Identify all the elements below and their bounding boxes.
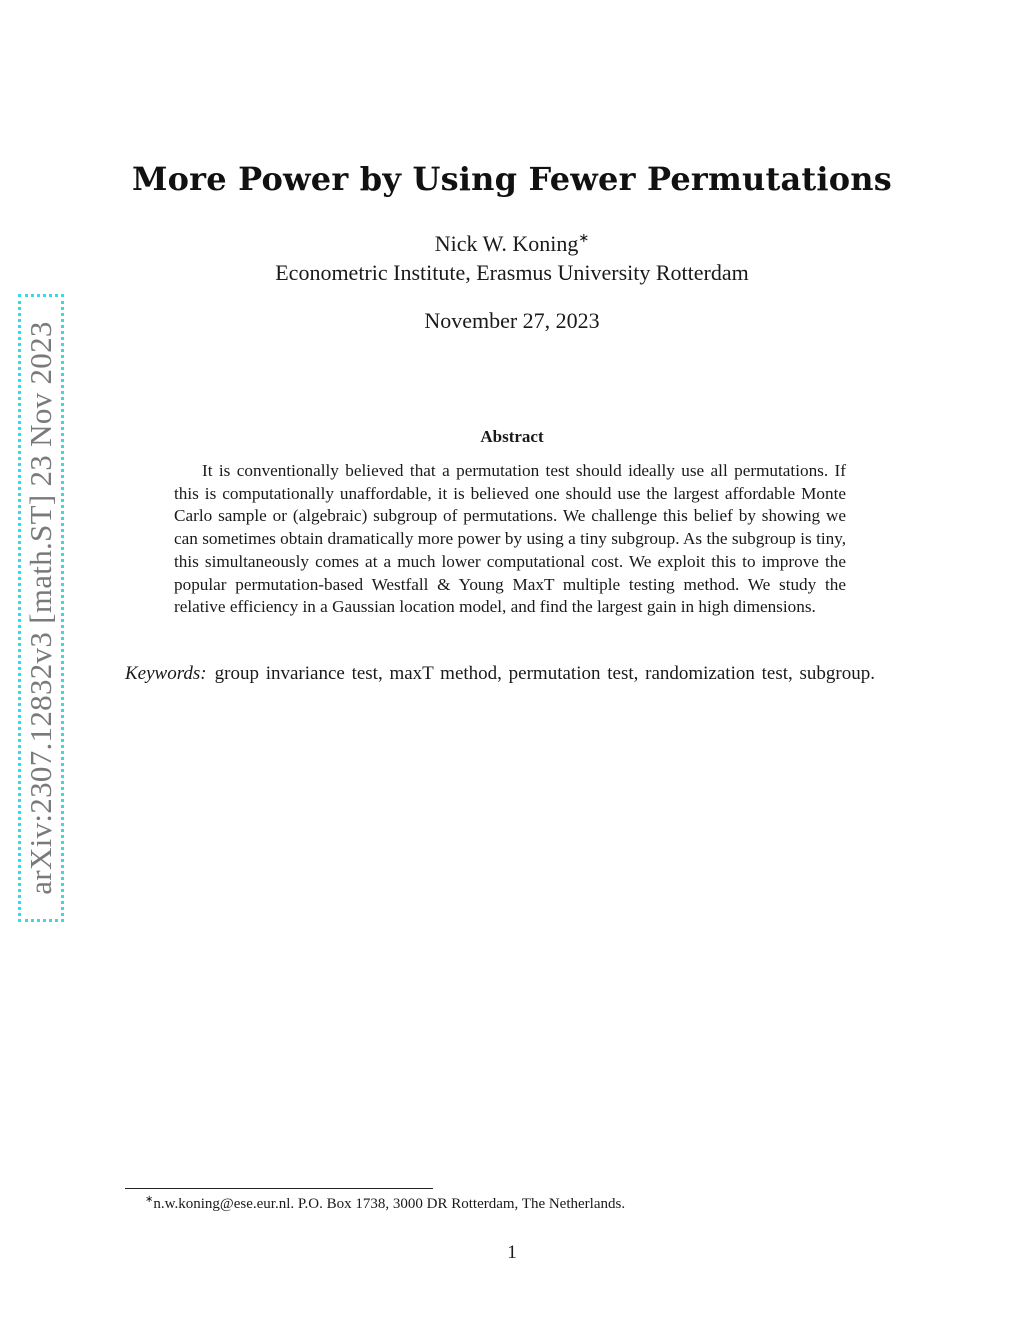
page-number: 1 (507, 1242, 517, 1263)
paper-date: November 27, 2023 (424, 308, 600, 333)
footnote-marker: ∗ (145, 1194, 154, 1205)
abstract-body: It is conventionally believed that a permutation test should ideally use all permutations. If this is computationally unaffordable, it is believed one should use the largest affordable Monte Carlo sample or (algebraic) subgroup of permutations. We challenge this belief by showing we can sometimes obtain dramatically more power by using a tiny subgroup. As the subgroup is tiny, this simultaneously comes at a much lower computational cost. We exploit this to improve the popular permutation-based Westfall & Young MaxT multiple testing method. We study the relative efficiency in a Gaussian location model, and find the largest gain in high dimensions. (174, 461, 846, 617)
author-line (0, 230, 1024, 257)
keywords-label: Keywords: (125, 663, 207, 684)
author-affiliation: Econometric Institute, Erasmus University Rotterdam (275, 260, 749, 285)
abstract-heading: Abstract (480, 427, 544, 446)
footnote (145, 1194, 625, 1213)
keywords (125, 661, 896, 686)
paper-title: More Power by Using Fewer Permutations (131, 160, 892, 198)
footnote-divider (125, 1188, 433, 1189)
author-name: Nick W. Koning (434, 231, 579, 256)
footnote-text: n.w.koning@ese.eur.nl. P.O. Box 1738, 3000 DR Rotterdam, The Netherlands. (153, 1196, 626, 1212)
keywords-text: group invariance test, maxT method, permutation test, randomization test, subgroup. (214, 663, 875, 684)
arxiv-stamp (18, 294, 64, 922)
author-footnote-marker: ∗ (578, 230, 590, 245)
arxiv-identifier: arXiv:2307.12832v3 [math.ST] 23 Nov 2023 (23, 321, 58, 895)
